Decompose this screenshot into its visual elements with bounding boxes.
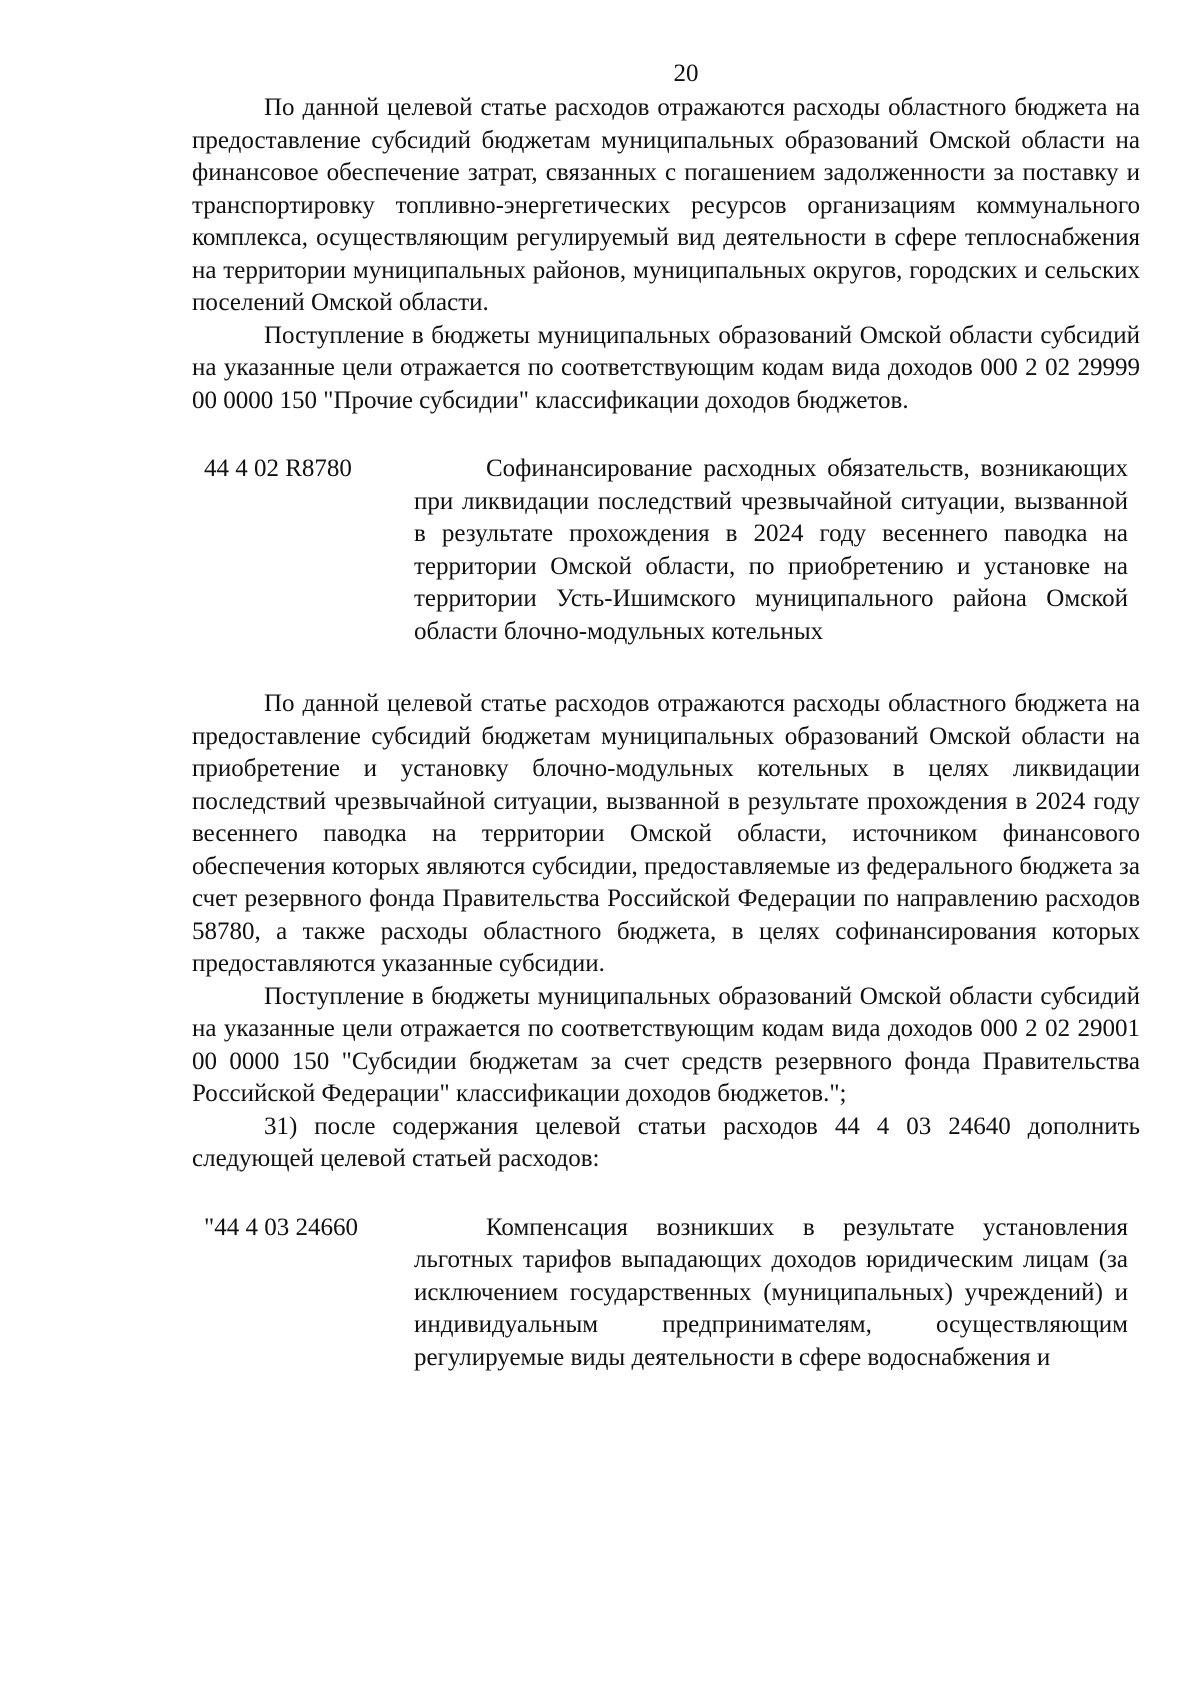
paragraph-expense-description-heating: По данной целевой статье расходов отражаются расходы областного бюджета на предоставление субсидий бюджетам муниципальных образований Омской области на финансовое обеспечение затрат, связанных с погашением задолженности за поставку и транспортировку топливно-энергетических ресурсов организациям коммунального комплекса, осуществляющим регулируемый вид деятельности в сфере теплоснабжения на территории муниципальных районов, муниципальных округов, городских и сельских поселений Омской области. [192, 94, 1140, 316]
budget-entry-description: Компенсация возникших в результате установления льготных тарифов выпадающих доходов юридическим лицам (за исключением государственных (муниципальных) учреждений) и индивидуальным предпринимателям, осуществляющим регулируемые виды деятельности в сфере водоснабжения и [414, 1213, 1128, 1371]
budget-entry-24660 [192, 1212, 1140, 1375]
budget-entry-code: "44 4 03 24660 [204, 1213, 358, 1241]
paragraph-income-codes-reserve-fund: Поступление в бюджеты муниципальных образований Омской области субсидий на указанные цели отражается по соответствующим кодам вида доходов 000 2 02 29001 00 0000 150 "Субсидии бюджетам за счет средств резервного фонда Правительства Российской Федерации" классификации доходов бюджетов."; [192, 982, 1140, 1107]
document-page [192, 58, 1140, 1374]
budget-entry-r8780 [192, 453, 1140, 648]
budget-entry-code: 44 4 02 R8780 [204, 455, 352, 482]
budget-entry-description: Софинансирование расходных обязательств, возникающих при ликвидации последствий чрезвычайной ситуации, вызванной в результате прохождения в 2024 году весеннего паводка на территории Омской области, по приобретению и установке на территории Усть-Ишимского муниципального района Омской области блочно-модульных котельных [414, 455, 1128, 645]
paragraph-amendment-item-31: 31) после содержания целевой статьи расходов 44 4 03 24640 дополнить следующей целевой статьей расходов: [192, 1112, 1140, 1172]
page-number: 20 [673, 60, 699, 87]
paragraph-expense-description-boilers: По данной целевой статье расходов отражаются расходы областного бюджета на предоставление субсидий бюджетам муниципальных образований Омской области на приобретение и установку блочно-модульных котельных в целях ликвидации последствий чрезвычайной ситуации, вызванной в результате прохождения в 2024 году весеннего паводка на территории Омской области, источником финансового обеспечения которых являются субсидии, предоставляемые из федерального бюджета за счет резервного фонда Правительства Российской Федерации по направлению расходов 58780, а также расходы областного бюджета, в целях софинансирования которых предоставляются указанные субсидии. [192, 690, 1140, 977]
paragraph-income-codes-other-subsidies: Поступление в бюджеты муниципальных образований Омской области субсидий на указанные цели отражается по соответствующим кодам вида доходов 000 2 02 29999 00 0000 150 "Прочие субсидии" классификации доходов бюджетов. [192, 321, 1140, 414]
